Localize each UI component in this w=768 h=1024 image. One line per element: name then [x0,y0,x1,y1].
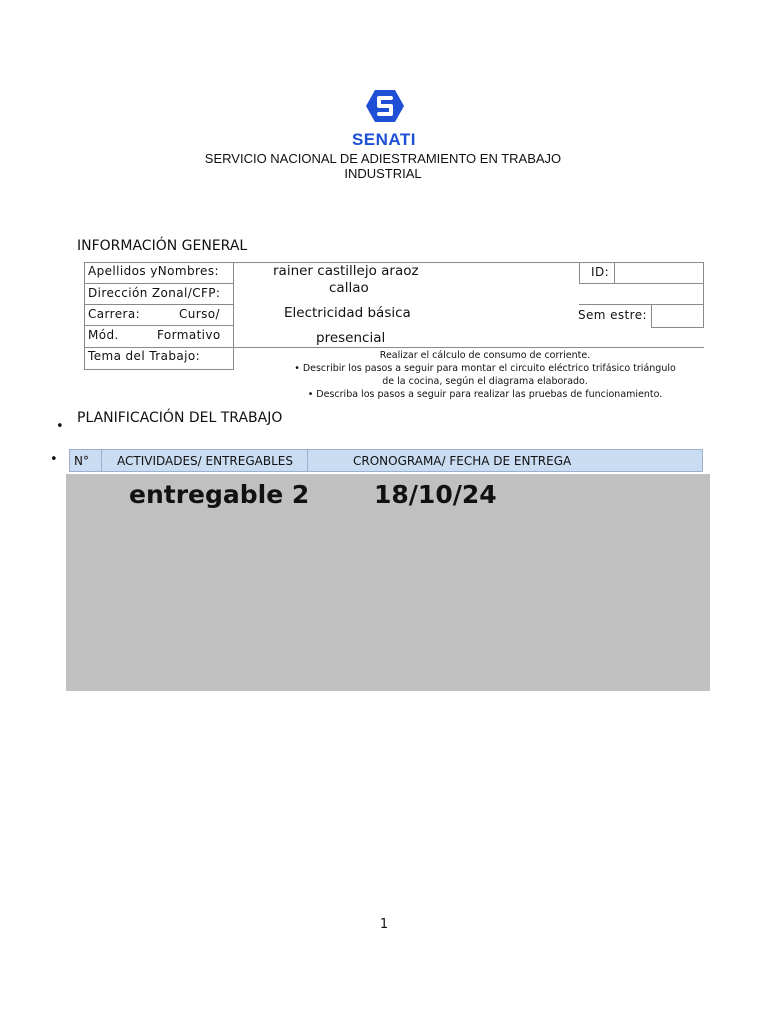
value-tema [260,349,710,401]
value-curso: Electricidad básica [284,305,411,321]
institution-line-2: INDUSTRIAL [344,166,422,181]
tema-line-2: • Describir los pasos a seguir para montar el circuito eléctrico trifásico triángulo [294,363,676,374]
label-tema: Tema del Trabajo: [88,349,201,363]
planning-table-header [69,449,703,472]
institution-line-1: SERVICIO NACIONAL DE ADIESTRAMIENTO EN TRABAJO [204,151,562,166]
tema-line-1: Realizar el cálculo de consumo de corriente. [379,350,591,361]
value-nombre: rainer castillejo araoz [273,263,419,279]
value-zonal: callao [329,280,369,296]
general-info-heading: INFORMACIÓN GENERAL [77,238,248,254]
senati-logo-icon [366,89,404,123]
column-header-activities: ACTIVIDADES/ ENTREGABLES [117,454,293,468]
label-formativo: Formativo [157,328,221,342]
entry-date: 18/10/24 [374,480,497,509]
bullet-mark: • [56,419,64,434]
tema-line-4: • Describa los pasos a seguir para realizar las pruebas de funcionamiento. [307,389,663,400]
label-semestre: Sem estre: [578,308,647,322]
institution-name [200,151,566,181]
column-header-schedule: CRONOGRAMA/ FECHA DE ENTREGA [353,454,572,468]
column-header-number: N° [74,454,89,468]
label-mod: Mód. [88,328,119,342]
page-number: 1 [379,917,389,932]
label-apellidos: Apellidos yNombres: [88,264,219,278]
brand-name: SENATI [351,130,417,149]
label-carrera: Carrera: [88,307,141,321]
entry-label: entregable 2 [129,480,310,509]
entry-panel [66,474,710,691]
label-id: ID: [591,265,610,279]
label-curso: Curso/ [179,307,220,321]
label-direccion: Dirección Zonal/CFP: [88,286,221,300]
tema-line-3: de la cocina, según el diagrama elaborado. [382,376,588,387]
value-modalidad: presencial [316,330,386,346]
planning-heading: PLANIFICACIÓN DEL TRABAJO [77,410,283,426]
bullet-mark: • [50,452,58,467]
